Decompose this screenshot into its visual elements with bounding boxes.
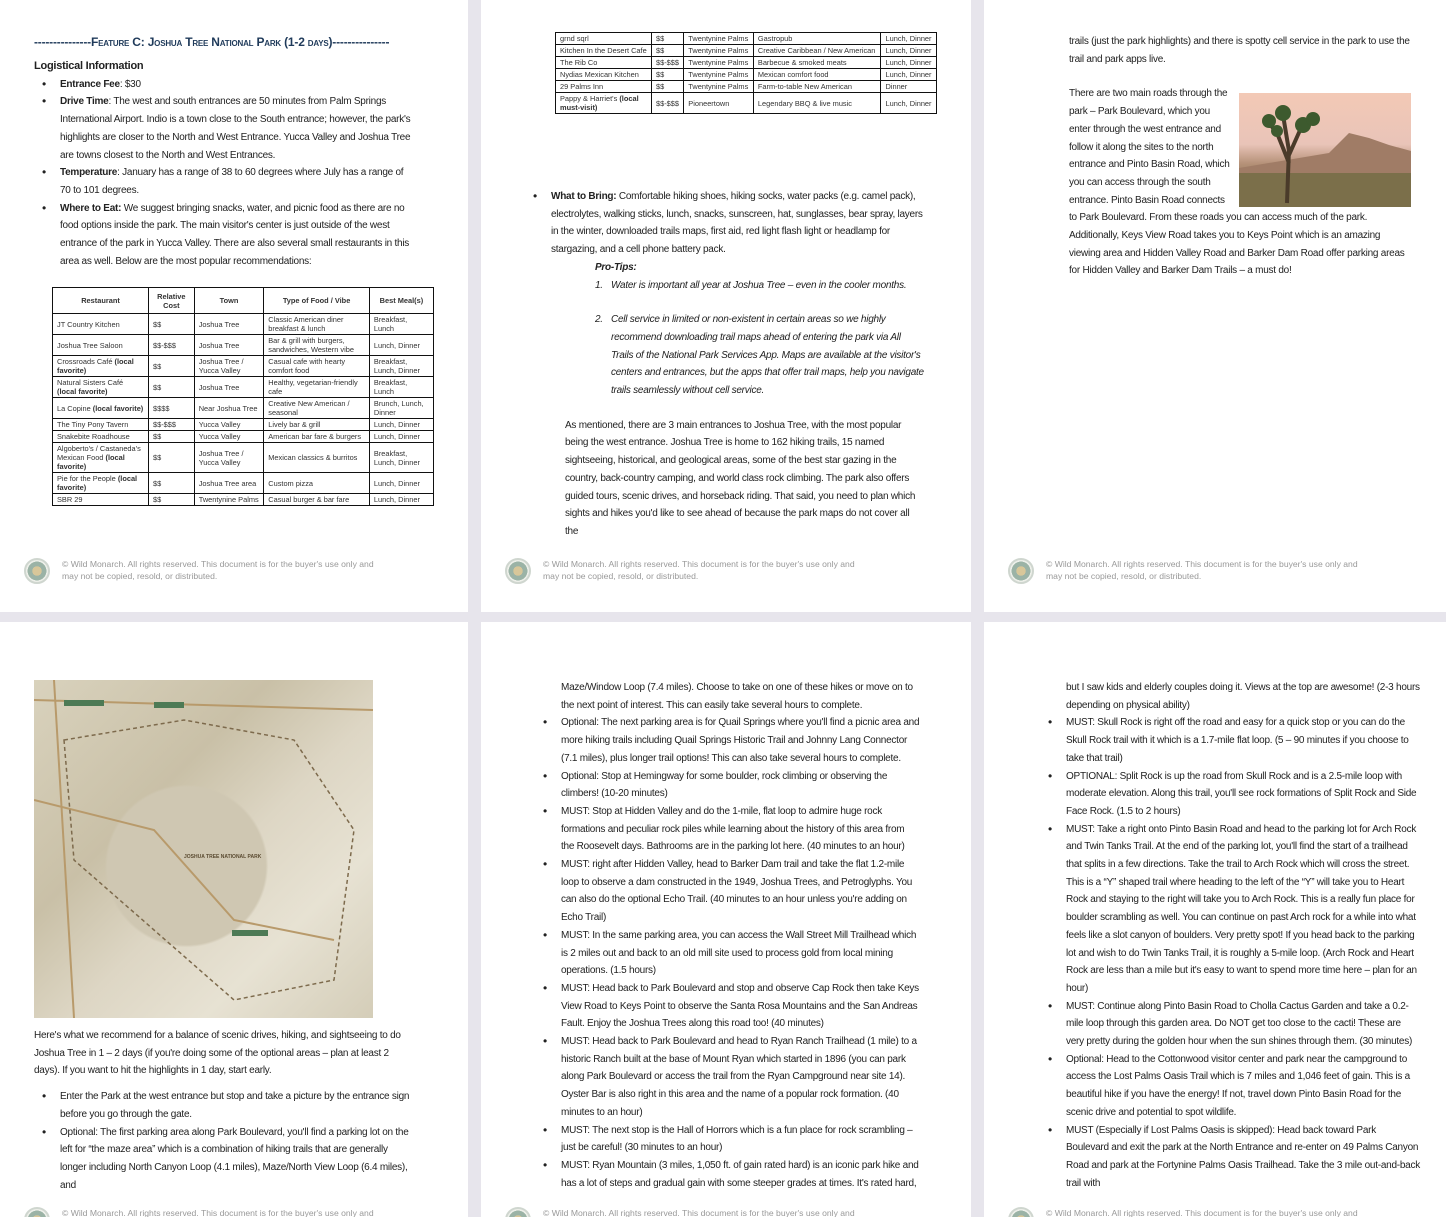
footer <box>1008 558 1358 584</box>
footer-line1: © Wild Monarch. All rights reserved. This document is for the buyer's use only and <box>62 1208 374 1217</box>
page-3 <box>984 0 1446 612</box>
map-label: JOSHUA TREE NATIONAL PARK <box>184 854 262 860</box>
footer-line1: © Wild Monarch. All rights reserved. This document is for the buyer's use only and <box>543 1208 855 1217</box>
cell-restaurant: Natural Sisters Café (local favorite) <box>53 377 149 398</box>
footer-line1: © Wild Monarch. All rights reserved. This document is for the buyer's use only and <box>1046 559 1358 569</box>
cell-town: Pioneertown <box>684 93 754 114</box>
itinerary-item: • OPTIONAL: Split Rock is up the road from Skull Rock and is a 2.5-mile loop with moderate elevation. Along this trail, you'll see rock formations of Split Rock and Side Face Rock. (1.5 to 2 hours) <box>1040 768 1420 821</box>
page-5 <box>481 622 971 1217</box>
itinerary-item: • Enter the Park at the west entrance but stop and take a picture by the entrance sign before you go through the gate. <box>34 1088 414 1123</box>
cell-restaurant: SBR 29 <box>53 494 149 506</box>
cell-food: American bar fare & burgers <box>264 431 370 443</box>
park-map <box>34 680 373 1018</box>
itinerary-item: • MUST: Stop at Hidden Valley and do the 1-mile, flat loop to admire huge rock formations and peculiar rock piles while learning about the history of this area from the Roosevelt days. Bathrooms are in the parking lot here. (40 minutes to an hour) <box>535 803 920 856</box>
cell-meals: Lunch, Dinner <box>369 335 433 356</box>
restaurant-table <box>52 287 434 506</box>
cell-restaurant: The Tiny Pony Tavern <box>53 419 149 431</box>
itinerary-item: • MUST: In the same parking area, you can access the Wall Street Mill Trailhead which is 2 miles out and back to an old mill site used to process gold from local mining operations. (1.5 hours) <box>535 927 920 980</box>
itinerary-item: • MUST (Especially if Lost Palms Oasis is skipped): Head back toward Park Boulevard and exit the park at the North Entrance and re-enter on 49 Palms Canyon Road and park at the Fortynine Palms Oasis Trailhead. Take the 3 mile out-and-back trail with <box>1040 1122 1420 1193</box>
footer <box>24 1207 374 1217</box>
cell-cost: $$ <box>149 443 195 473</box>
table-row <box>53 314 434 335</box>
footer-line2: may not be copied, resold, or distributed. <box>62 571 218 581</box>
table-row <box>556 69 937 81</box>
item-label: Drive Time <box>60 96 109 108</box>
cell-cost: $$-$$$ <box>652 57 684 69</box>
cell-food: Custom pizza <box>264 473 370 494</box>
what-to-bring <box>525 188 925 259</box>
cell-cost: $$ <box>652 81 684 93</box>
footer <box>505 1207 855 1217</box>
bring-label: What to Bring: <box>551 191 617 202</box>
item-label: Entrance Fee <box>60 78 120 90</box>
roads-paragraph: There are two main roads through the park – Park Boulevard, which you enter through the west entrance and follow it along the sites to the north entrance and Pinto Basin Road, which you can access through the south entrance. Pinto Basin Road connects to Park Boulevard. From these roads you can access much of the park. Additionally, Keys View Road takes you to Keys Point which is an amazing viewing area and Hidden Valley Road and Barker Dam Road offer parking areas for Hidden Valley and Barker Dam Trails – a must do! <box>1069 88 1405 277</box>
cell-cost: $$-$$$ <box>149 419 195 431</box>
page-2 <box>481 0 971 612</box>
item-label: Temperature <box>60 167 118 179</box>
table-row <box>53 377 434 398</box>
col-town: Town <box>194 288 264 314</box>
bring-text: Comfortable hiking shoes, hiking socks, water packs (e.g. camel pack), electrolytes, walking sticks, lunch, snacks, sunscreen, hat, sunglasses, bear spray, layers in the winter, downloaded trails maps, first aid, red light flash light or headlamp for stargazing, and a cell phone battery pack. <box>551 191 923 256</box>
itinerary-item: • MUST: Head back to Park Boulevard and head to Ryan Ranch Trailhead (1 mile) to a historic Ranch built at the base of Mount Ryan which started in 1896 (you can park along Park Boulevard or access the trail from the Ryan Campground near site 14). Oyster Bar is also right in this area and the name of a popular rock formation. (40 minutes to an hour) <box>535 1033 920 1122</box>
itinerary-item: • MUST: Head back to Park Boulevard and stop and observe Cap Rock then take Keys View Road to Keys Point to observe the Santa Rosa Mountains and the San Andreas Fault. Enjoy the Joshua Trees along this road too! (40 minutes) <box>535 980 920 1033</box>
cell-restaurant: 29 Palms Inn <box>556 81 652 93</box>
table-row <box>556 33 937 45</box>
cell-meals: Lunch, Dinner <box>881 57 937 69</box>
cell-restaurant: Pappy & Harriet's (local must-visit) <box>556 93 652 114</box>
logistics-item <box>34 200 414 271</box>
itinerary-item: • Optional: The next parking area is for Quail Springs where you'll find a picnic area and more hiking trails including Quail Springs Historic Trail and Johnny Lang Connector (7.1 miles), plus longer trail options! This can also take several hours to complete. <box>535 714 920 767</box>
itinerary-item: • MUST: Take a right onto Pinto Basin Road and head to the parking lot for Arch Rock and Twin Tanks Trail. At the end of the parking lot, you'll find the start of a trailhead that splits in a few directions. Take the trail to Arch Rock which will cross the street. This is a “Y” shaped trail where heading to the left of the “Y” will take you to Heart Rock and staying to the right will take you to Arch Rock. This is a really fun place for boulder scrambling as well. You can continue on past Arch rock for a while into what feels like a slot canyon of boulders. Very pretty spot! If you head back to the parking lot and wish to do Twin Tanks Trail, it is roughly a 5-mile loop. (Arch Rock and Heart Rock are less than a mile but it's easy to want to spend more time here – plan for an hour) <box>1040 821 1420 998</box>
cell-restaurant: Crossroads Café (local favorite) <box>53 356 149 377</box>
cell-restaurant: La Copine (local favorite) <box>53 398 149 419</box>
cell-cost: $$ <box>652 45 684 57</box>
cell-meals: Breakfast, Lunch, Dinner <box>369 356 433 377</box>
wild-monarch-logo <box>1008 1207 1034 1217</box>
cell-meals: Dinner <box>881 81 937 93</box>
table-row <box>556 81 937 93</box>
cell-food: Classic American diner breakfast & lunch <box>264 314 370 335</box>
table-row <box>53 443 434 473</box>
cell-meals: Lunch, Dinner <box>369 419 433 431</box>
footer-line2: may not be copied, resold, or distributed. <box>1046 571 1202 581</box>
footer-line2: may not be copied, resold, or distributed. <box>543 571 699 581</box>
cell-town: Joshua Tree <box>194 335 264 356</box>
cell-restaurant: Pie for the People (local favorite) <box>53 473 149 494</box>
cell-food: Creative New American / seasonal <box>264 398 370 419</box>
itinerary-list <box>1040 714 1420 1192</box>
item-text: : The west and south entrances are 50 minutes from Palm Springs International Airport. Indio is a town close to the South entrance; however, the park's highlights are closer to the North and West Entrance. Yucca Valley and Joshua Tree are towns closest to the North and West Entrances. <box>60 96 411 161</box>
entrances-paragraph: As mentioned, there are 3 main entrances to Joshua Tree, with the most popular being the west entrance. Joshua Tree is home to 162 hiking trails, 15 named sightseeing, historical, and geological areas, some of the best star gazing in the country, back-country camping, and world class rock climbing. The park also offers guided tours, scenic drives, and horseback riding. That said, you need to plan which sights and hikes you'd like to see ahead of because the park maps do not cover all the <box>565 419 916 537</box>
cell-food: Casual cafe with hearty comfort food <box>264 356 370 377</box>
pro-tips <box>595 259 925 400</box>
cell-town: Twentynine Palms <box>194 494 264 506</box>
cell-food: Mexican comfort food <box>753 69 881 81</box>
tip-2: 2. Cell service in limited or non-existent in certain areas so we highly recommend downloading trail maps ahead of entering the park via All Trails of the National Park Services App. Maps are available at the visitor's centers and entrances, but the apps that offer trail maps, help you navigate trails seamlessly without cell service. <box>595 314 924 397</box>
footer <box>1008 1207 1358 1217</box>
tip-1: 1. Water is important all year at Joshua Tree – even in the cooler months. <box>595 279 907 291</box>
itinerary-list <box>34 1088 414 1194</box>
cell-food: Barbecue & smoked meats <box>753 57 881 69</box>
logistics-item <box>34 76 414 94</box>
cell-food: Farm-to-table New American <box>753 81 881 93</box>
section-title: ---------------Feature C: Joshua Tree National Park (1-2 days)--------------- <box>34 35 390 49</box>
itinerary-item: • MUST: Continue along Pinto Basin Road to Cholla Cactus Garden and take a 0.2-mile loop through this garden area. Do NOT get too close to the cacti! These are very pretty during the golden hour when the sun shines through them. (30 minutes) <box>1040 998 1420 1051</box>
table-row <box>556 93 937 114</box>
cell-food: Mexican classics & burritos <box>264 443 370 473</box>
cell-meals: Breakfast, Lunch <box>369 314 433 335</box>
table-row <box>53 494 434 506</box>
cell-cost: $$ <box>149 494 195 506</box>
logistics-item <box>34 93 414 164</box>
cell-town: Twentynine Palms <box>684 81 754 93</box>
cell-meals: Lunch, Dinner <box>369 494 433 506</box>
cell-cost: $$ <box>149 431 195 443</box>
cell-meals: Lunch, Dinner <box>881 45 937 57</box>
itinerary-item: • Optional: Head to the Cottonwood visitor center and park near the campground to access the Lost Palms Oasis Trail which is 7 miles and 1,046 feet of gain. This is a beautiful hike if you have the energy! If not, travel down Pinto Basin Road for the scenic drive and potential to spot wildlife. <box>1040 1051 1420 1122</box>
table-row <box>53 419 434 431</box>
cell-cost: $$ <box>149 377 195 398</box>
item-text: : $30 <box>119 78 141 90</box>
footer-line1: © Wild Monarch. All rights reserved. This document is for the buyer's use only and <box>1046 1208 1358 1217</box>
trails-paragraph: trails (just the park highlights) and there is spotty cell service in the park to use the trail and park apps live. <box>1069 36 1410 65</box>
cell-food: Legendary BBQ & live music <box>753 93 881 114</box>
cell-town: Twentynine Palms <box>684 69 754 81</box>
page-6 <box>984 622 1446 1217</box>
table-row <box>53 356 434 377</box>
table-row <box>53 431 434 443</box>
table-row <box>556 45 937 57</box>
cell-restaurant: grnd sqrl <box>556 33 652 45</box>
cell-meals: Lunch, Dinner <box>881 33 937 45</box>
item-text: : January has a range of 38 to 60 degrees where July has a range of 70 to 101 degrees. <box>60 167 404 196</box>
cell-meals: Breakfast, Lunch, Dinner <box>369 443 433 473</box>
item-label: Where to Eat: <box>60 202 122 214</box>
cell-town: Joshua Tree / Yucca Valley <box>194 443 264 473</box>
footer-line1: © Wild Monarch. All rights reserved. This document is for the buyer's use only and <box>62 559 374 569</box>
cell-town: Joshua Tree <box>194 377 264 398</box>
cell-cost: $$ <box>149 314 195 335</box>
cell-town: Near Joshua Tree <box>194 398 264 419</box>
cell-meals: Brunch, Lunch, Dinner <box>369 398 433 419</box>
cell-town: Yucca Valley <box>194 431 264 443</box>
cell-town: Twentynine Palms <box>684 45 754 57</box>
logistics-item <box>34 164 414 199</box>
col-meals: Best Meal(s) <box>369 288 433 314</box>
col-food: Type of Food / Vibe <box>264 288 370 314</box>
cell-food: Healthy, vegetarian-friendly cafe <box>264 377 370 398</box>
cell-food: Casual burger & bar fare <box>264 494 370 506</box>
itinerary-item: • MUST: The next stop is the Hall of Horrors which is a fun place for rock scrambling – just be careful! (30 minutes to an hour) <box>535 1122 920 1157</box>
subtitle: Logistical Information <box>34 60 144 72</box>
lead-text: Maze/Window Loop (7.4 miles). Choose to take on one of these hikes or move on to the next point of interest. This can easily take several hours to complete. <box>561 682 913 711</box>
itinerary-item: • Optional: The first parking area along Park Boulevard, you'll find a parking lot on the left for “the maze area” which is a combination of hiking trails that are generally longer including North Canyon Loop (4.1 miles), Maze/North View Loop (6.4 miles), and <box>34 1124 414 1195</box>
itinerary-item: • MUST: right after Hidden Valley, head to Barker Dam trail and take the flat 1.2-mile loop to observe a dam constructed in the 1949, Joshua Trees, and Petroglyphs. You can also do the optional Echo Trail. (40 minutes to an hour unless you're adding on Echo Trail) <box>535 856 920 927</box>
cell-town: Yucca Valley <box>194 419 264 431</box>
wild-monarch-logo <box>1008 558 1034 584</box>
cell-restaurant: Kitchen In the Desert Cafe <box>556 45 652 57</box>
restaurant-table-continued <box>555 32 937 114</box>
recommendation-paragraph: Here's what we recommend for a balance of scenic drives, hiking, and sightseeing to do Joshua Tree in 1 – 2 days (if you're doing some of the optional areas – plan at least 2 days). If you want to hit the highlights in 1 day, start early. <box>34 1030 401 1077</box>
cell-cost: $$-$$$ <box>149 335 195 356</box>
cell-restaurant: Nydias Mexican Kitchen <box>556 69 652 81</box>
lead-text: but I saw kids and elderly couples doing it. Views at the top are awesome! (2-3 hours depending on physical ability) <box>1066 682 1420 711</box>
cell-meals: Breakfast, Lunch <box>369 377 433 398</box>
itinerary-item: • MUST: Skull Rock is right off the road and easy for a quick stop or you can do the Skull Rock trail with it which is a 1.7-mile flat loop. (5 – 90 minutes if you choose to take that trail) <box>1040 714 1420 767</box>
cell-town: Twentynine Palms <box>684 57 754 69</box>
cell-cost: $$ <box>149 473 195 494</box>
footer <box>505 558 855 584</box>
table-row <box>556 57 937 69</box>
itinerary-list <box>535 714 920 1192</box>
cell-town: Joshua Tree area <box>194 473 264 494</box>
cell-restaurant: Algoberto's / Castaneda's Mexican Food (local favorite) <box>53 443 149 473</box>
pro-tips-label: Pro-Tips: <box>595 261 637 273</box>
cell-restaurant: JT Country Kitchen <box>53 314 149 335</box>
cell-food: Gastropub <box>753 33 881 45</box>
table-row <box>53 335 434 356</box>
wild-monarch-logo <box>505 558 531 584</box>
cell-cost: $$ <box>149 356 195 377</box>
cell-restaurant: The Rib Co <box>556 57 652 69</box>
cell-town: Joshua Tree <box>194 314 264 335</box>
wild-monarch-logo <box>24 1207 50 1217</box>
cell-cost: $$ <box>652 69 684 81</box>
table-row <box>53 473 434 494</box>
logistics-list <box>34 76 414 271</box>
cell-food: Lively bar & grill <box>264 419 370 431</box>
footer <box>24 558 374 584</box>
itinerary-item: • Optional: Stop at Hemingway for some boulder, rock climbing or observing the climbers! (10-20 minutes) <box>535 768 920 803</box>
cell-meals: Lunch, Dinner <box>369 431 433 443</box>
cell-town: Joshua Tree / Yucca Valley <box>194 356 264 377</box>
cell-meals: Lunch, Dinner <box>881 93 937 114</box>
cell-meals: Lunch, Dinner <box>881 69 937 81</box>
cell-town: Twentynine Palms <box>684 33 754 45</box>
footer-line1: © Wild Monarch. All rights reserved. This document is for the buyer's use only and <box>543 559 855 569</box>
cell-meals: Lunch, Dinner <box>369 473 433 494</box>
cell-restaurant: Joshua Tree Saloon <box>53 335 149 356</box>
table-row <box>53 398 434 419</box>
col-cost: Relative Cost <box>149 288 195 314</box>
cell-cost: $$-$$$ <box>652 93 684 114</box>
col-restaurant: Restaurant <box>53 288 149 314</box>
cell-cost: $$$$ <box>149 398 195 419</box>
page-1 <box>0 0 468 612</box>
item-text: We suggest bringing snacks, water, and picnic food as there are no food options inside the park. The main visitor's center is just outside of the west entrance of the park in Yucca Valley. There are also several small restaurants in this area as well. Below are the most popular recommendations: <box>60 202 410 267</box>
cell-food: Bar & grill with burgers, sandwiches, Western vibe <box>264 335 370 356</box>
wild-monarch-logo <box>505 1207 531 1217</box>
wild-monarch-logo <box>24 558 50 584</box>
cell-cost: $$ <box>652 33 684 45</box>
itinerary-item: • MUST: Ryan Mountain (3 miles, 1,050 ft. of gain rated hard) is an iconic park hike and has a lot of steps and gradual gain with some steeper grades at times. It's rated hard, <box>535 1157 920 1192</box>
cell-food: Creative Caribbean / New American <box>753 45 881 57</box>
cell-restaurant: Snakebite Roadhouse <box>53 431 149 443</box>
page-4 <box>0 622 468 1217</box>
